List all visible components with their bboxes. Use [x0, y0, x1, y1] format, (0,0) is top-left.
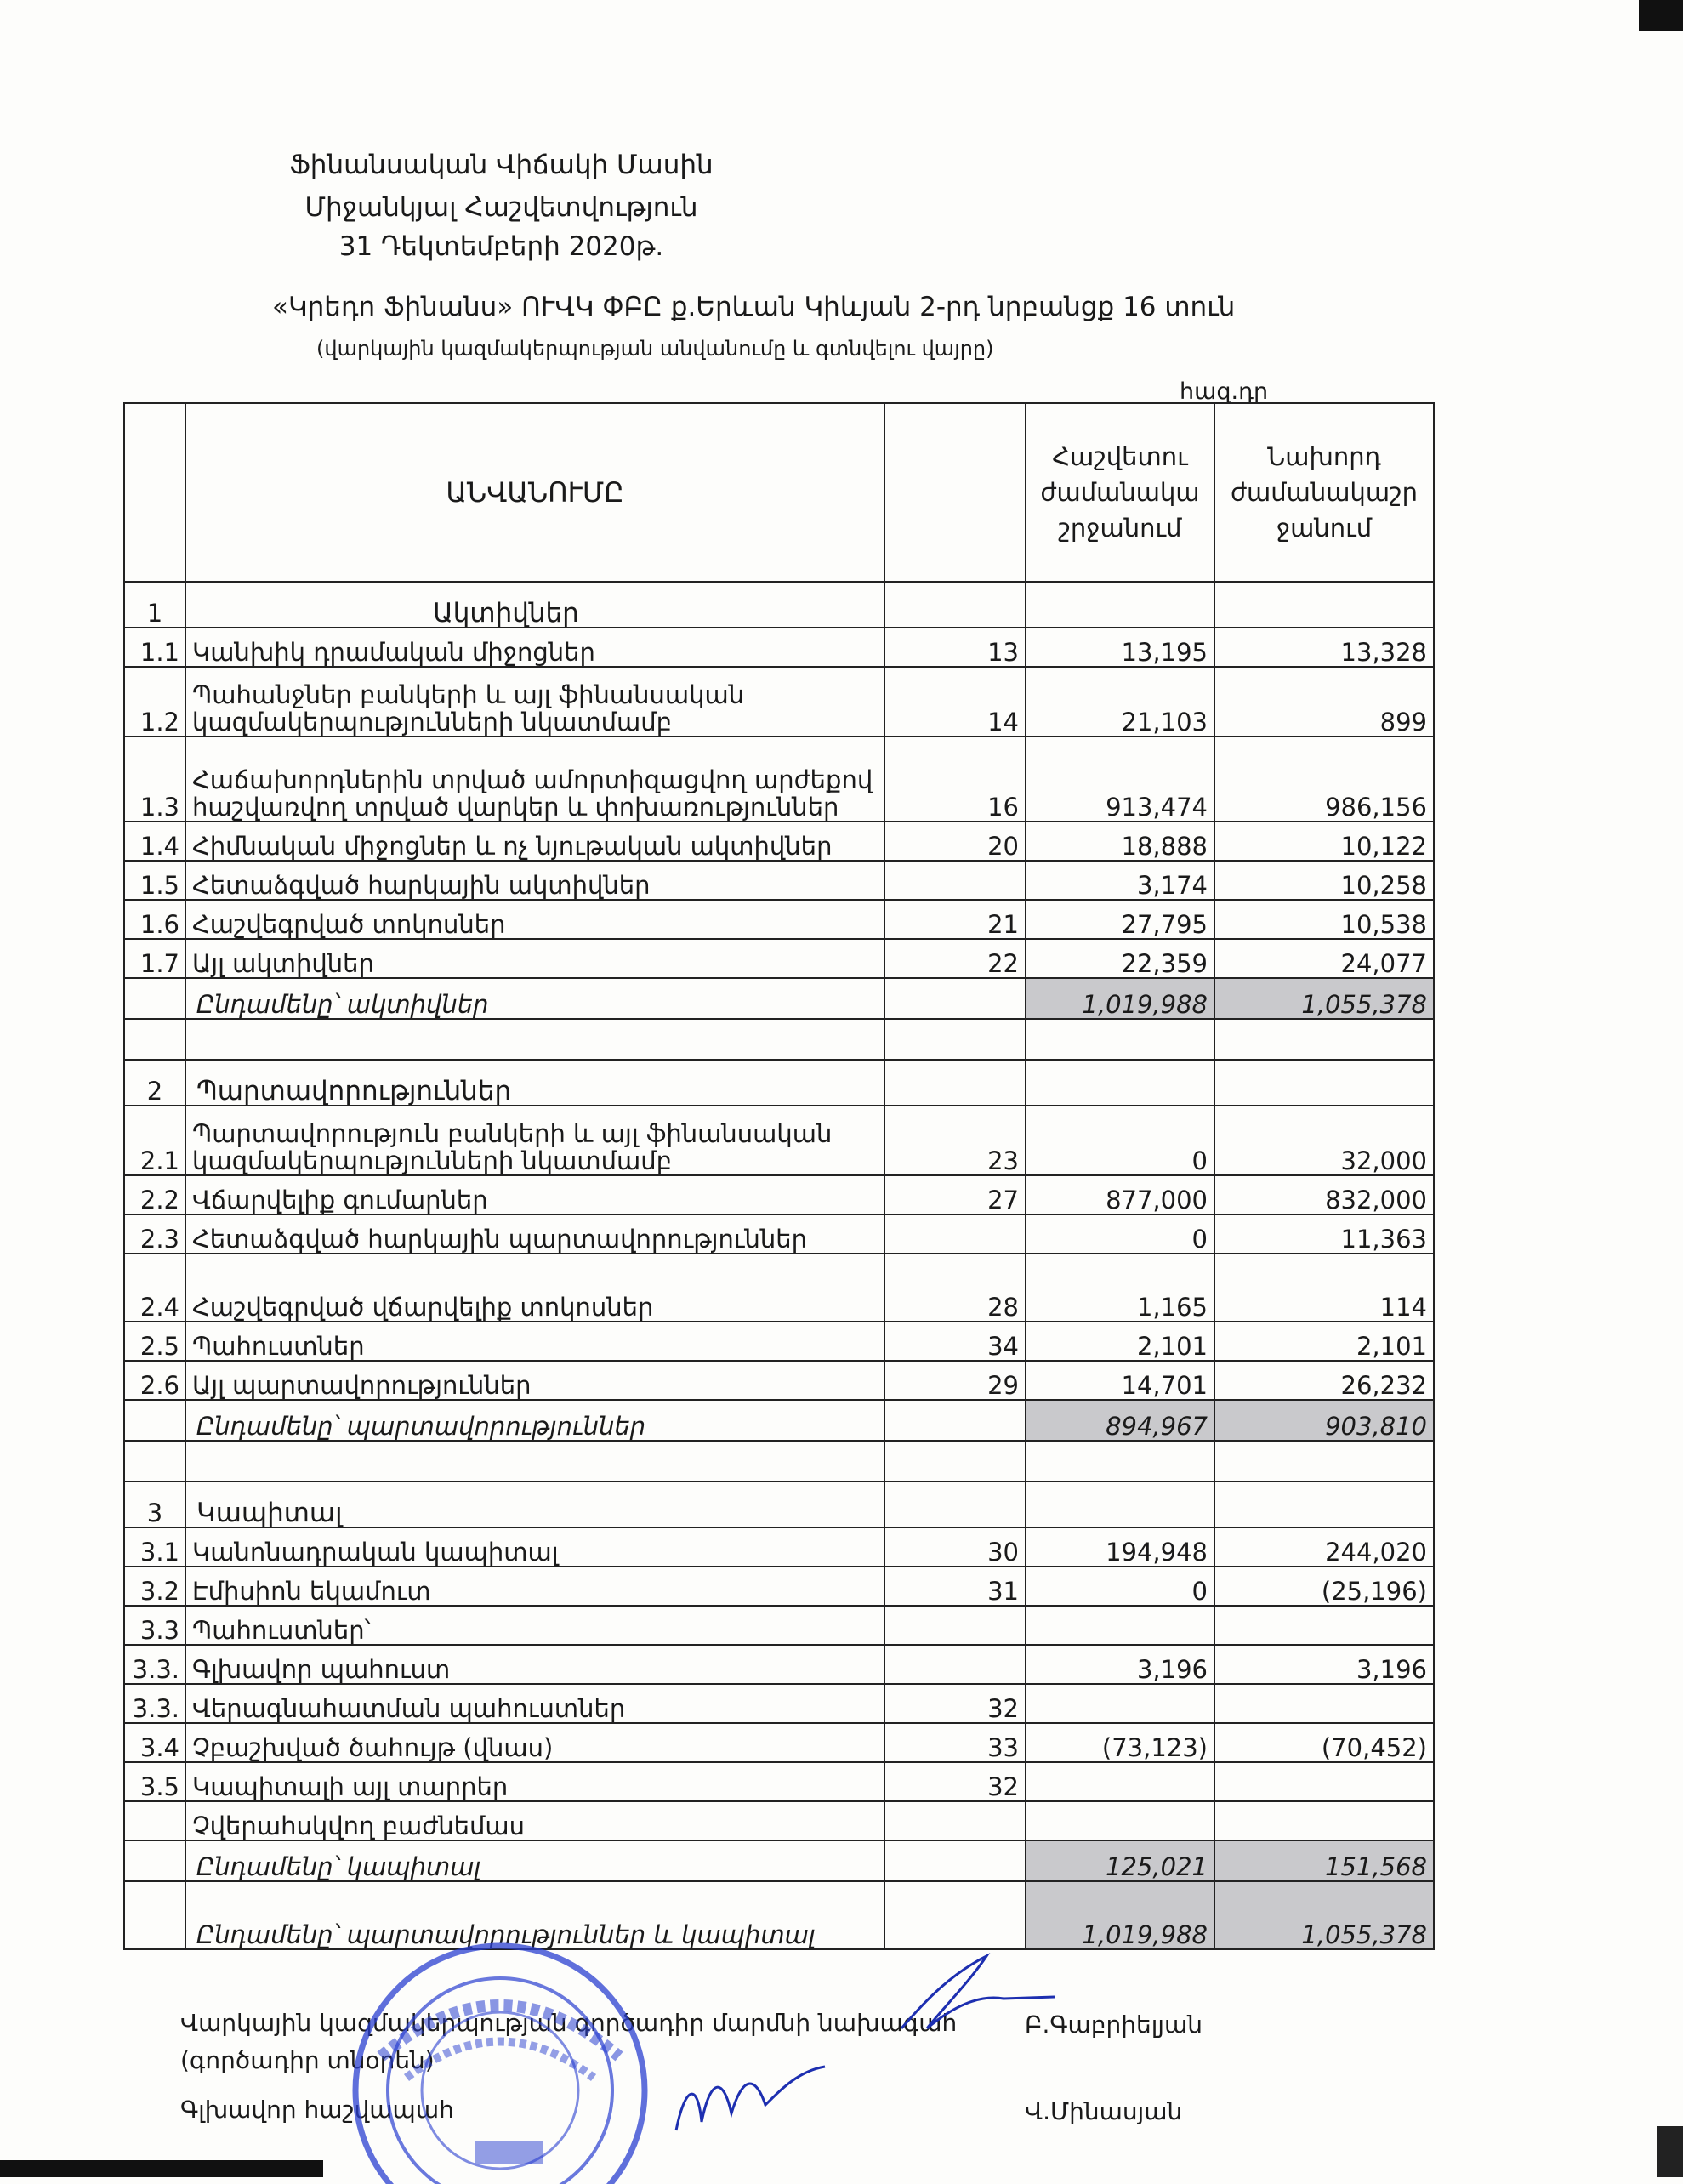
row-name: Հետաձգված հարկային պարտավորություններ	[185, 1214, 884, 1254]
header-current-period: Հաշվետու ժամանակա շրջանում	[1026, 403, 1214, 582]
table-row	[124, 1175, 1434, 1214]
previous-value: (70,452)	[1214, 1723, 1434, 1762]
table-row	[124, 1322, 1434, 1361]
row-name: Ընդամենը՝ պարտավորություններ	[185, 1400, 884, 1441]
previous-value: 903,810	[1214, 1400, 1434, 1441]
table-row	[124, 900, 1434, 939]
table-row	[124, 822, 1434, 861]
previous-value	[1214, 1482, 1434, 1527]
row-number	[124, 1019, 185, 1060]
row-name: Այլ պարտավորություններ	[185, 1361, 884, 1400]
total-row	[124, 1840, 1434, 1881]
row-name: Ընդամենը՝ կապիտալ	[185, 1840, 884, 1881]
row-name: Վերագնահատման պահուստներ	[185, 1684, 884, 1723]
current-value	[1026, 1801, 1214, 1840]
row-note: 33	[884, 1723, 1026, 1762]
previous-value: 832,000	[1214, 1175, 1434, 1214]
row-note: 29	[884, 1361, 1026, 1400]
row-number: 1.5	[124, 861, 185, 900]
row-note: 32	[884, 1762, 1026, 1801]
current-value: 194,948	[1026, 1527, 1214, 1567]
row-note	[884, 582, 1026, 628]
company-seal	[330, 1929, 704, 2184]
current-value: 3,196	[1026, 1645, 1214, 1684]
row-name: Գլխավոր պահուստ	[185, 1645, 884, 1684]
row-note: 20	[884, 822, 1026, 861]
total-row	[124, 978, 1434, 1019]
previous-value: 244,020	[1214, 1527, 1434, 1567]
row-note: 27	[884, 1175, 1026, 1214]
row-note: 13	[884, 628, 1026, 667]
current-value	[1026, 1684, 1214, 1723]
row-number: 1.7	[124, 939, 185, 978]
row-number: 2.5	[124, 1322, 185, 1361]
row-number: 3.1	[124, 1527, 185, 1567]
total-row	[124, 1400, 1434, 1441]
row-note: 14	[884, 667, 1026, 737]
head-signatory-subtitle: (գործադիր տնօրեն)	[180, 2046, 435, 2074]
table-row	[124, 1801, 1434, 1840]
row-name: Պահուստներ	[185, 1322, 884, 1361]
row-name: Կանոնադրական կապիտալ	[185, 1527, 884, 1567]
accountant-signature	[663, 2054, 833, 2147]
row-note	[884, 1400, 1026, 1441]
previous-value	[1214, 1606, 1434, 1645]
entity-name: «Կրեդո Ֆինանս» ՈՒՎԿ ՓԲԸ ք.Երևան Կիևյան 2-րդ նրբանցք 16 տուն	[272, 292, 1236, 322]
current-value: 2,101	[1026, 1322, 1214, 1361]
row-note	[884, 1881, 1026, 1949]
current-value	[1026, 1441, 1214, 1482]
table-row	[124, 1361, 1434, 1400]
current-value: 1,019,988	[1026, 978, 1214, 1019]
row-number: 3.4	[124, 1723, 185, 1762]
previous-value: (25,196)	[1214, 1567, 1434, 1606]
row-name: Կանխիկ դրամական միջոցներ	[185, 628, 884, 667]
entity-caption: (վարկային կազմակերպության անվանումը և գտնվելու վայրը)	[316, 337, 994, 361]
current-value: 0	[1026, 1106, 1214, 1175]
row-number: 1.2	[124, 667, 185, 737]
table-row	[124, 939, 1434, 978]
row-note	[884, 1645, 1026, 1684]
current-value: 1,165	[1026, 1254, 1214, 1322]
table-row	[124, 1441, 1434, 1482]
head-signature	[893, 1948, 1063, 2041]
row-note	[884, 1441, 1026, 1482]
table-row	[124, 1106, 1434, 1175]
previous-value	[1214, 1019, 1434, 1060]
current-value: 913,474	[1026, 737, 1214, 822]
report-title-line2: Միջանկյալ Հաշվետվություն	[304, 192, 698, 223]
current-value: 18,888	[1026, 822, 1214, 861]
accountant-name: Վ.Մինասյան	[1025, 2097, 1183, 2125]
row-name: Այլ ակտիվներ	[185, 939, 884, 978]
row-note	[884, 1019, 1026, 1060]
section-row	[124, 1060, 1434, 1106]
total-row	[124, 1881, 1434, 1949]
table-row	[124, 667, 1434, 737]
row-number: 3.2	[124, 1567, 185, 1606]
row-name: Վճարվելիք գումարներ	[185, 1175, 884, 1214]
previous-value: 11,363	[1214, 1214, 1434, 1254]
scan-edge	[1639, 0, 1683, 31]
row-number: 2.4	[124, 1254, 185, 1322]
current-value	[1026, 1019, 1214, 1060]
current-value: 894,967	[1026, 1400, 1214, 1441]
previous-value: 114	[1214, 1254, 1434, 1322]
previous-value: 899	[1214, 667, 1434, 737]
report-date: 31 Դեկտեմբերի 2020թ.	[338, 231, 664, 262]
row-name: Հաճախորդներին տրված ամորտիզացվող արժեքով հաշվառվող տրված վարկեր և փոխառություններ	[185, 737, 884, 822]
table-row	[124, 1762, 1434, 1801]
previous-value	[1214, 1441, 1434, 1482]
scan-edge	[0, 2160, 323, 2177]
previous-value: 13,328	[1214, 628, 1434, 667]
table-row	[124, 1723, 1434, 1762]
currency-unit: հազ.դր	[1180, 378, 1269, 405]
current-value	[1026, 1060, 1214, 1106]
row-name	[185, 1441, 884, 1482]
current-value: (73,123)	[1026, 1723, 1214, 1762]
table-row	[124, 1527, 1434, 1567]
section-row	[124, 1482, 1434, 1527]
row-number: 3	[124, 1482, 185, 1527]
section-row	[124, 582, 1434, 628]
table-row	[124, 1254, 1434, 1322]
row-note: 16	[884, 737, 1026, 822]
previous-value	[1214, 1060, 1434, 1106]
row-number: 1.4	[124, 822, 185, 861]
row-note: 21	[884, 900, 1026, 939]
row-note: 23	[884, 1106, 1026, 1175]
header-previous-period: Նախորդ ժամանակաշր ջանում	[1214, 403, 1434, 582]
current-value	[1026, 1482, 1214, 1527]
previous-value	[1214, 582, 1434, 628]
row-number: 3.5	[124, 1762, 185, 1801]
current-value: 125,021	[1026, 1840, 1214, 1881]
row-number: 2.3	[124, 1214, 185, 1254]
table-row	[124, 628, 1434, 667]
current-value: 13,195	[1026, 628, 1214, 667]
table-row	[124, 737, 1434, 822]
row-number: 1.3	[124, 737, 185, 822]
row-note: 32	[884, 1684, 1026, 1723]
row-number: 1	[124, 582, 185, 628]
previous-value	[1214, 1762, 1434, 1801]
row-note: 28	[884, 1254, 1026, 1322]
current-value	[1026, 582, 1214, 628]
row-name: Չբաշխված ծահույթ (վնաս)	[185, 1723, 884, 1762]
row-number	[124, 1801, 185, 1840]
row-number: 1.6	[124, 900, 185, 939]
previous-value: 1,055,378	[1214, 1881, 1434, 1949]
scan-edge	[1657, 2126, 1683, 2177]
row-number	[124, 1881, 185, 1949]
row-number: 2	[124, 1060, 185, 1106]
previous-value: 10,122	[1214, 822, 1434, 861]
table-row	[124, 1567, 1434, 1606]
previous-value: 986,156	[1214, 737, 1434, 822]
row-number	[124, 978, 185, 1019]
row-number	[124, 1400, 185, 1441]
row-number: 3.3.	[124, 1684, 185, 1723]
row-name: Պահուստներ՝	[185, 1606, 884, 1645]
header-no-cell	[124, 403, 185, 582]
accountant-title: Գլխավոր հաշվապահ	[180, 2096, 454, 2124]
row-note	[884, 978, 1026, 1019]
row-number: 3.3	[124, 1606, 185, 1645]
row-name: Կապիտալի այլ տարրեր	[185, 1762, 884, 1801]
previous-value: 26,232	[1214, 1361, 1434, 1400]
header-note-cell	[884, 403, 1026, 582]
report-title-line1: Ֆինանսական Վիճակի Մասին	[289, 150, 714, 180]
row-name: Կապիտալ	[185, 1482, 884, 1527]
current-value: 0	[1026, 1567, 1214, 1606]
head-signatory-title: Վարկային կազմակերպության գործադիր մարմնի նախագահ	[180, 2009, 958, 2037]
current-value: 22,359	[1026, 939, 1214, 978]
current-value: 877,000	[1026, 1175, 1214, 1214]
row-name: Ակտիվներ	[185, 582, 884, 628]
row-number: 2.6	[124, 1361, 185, 1400]
header-name: ԱՆՎԱՆՈՒՄԸ	[185, 403, 884, 582]
row-note	[884, 1214, 1026, 1254]
previous-value: 24,077	[1214, 939, 1434, 978]
row-note	[884, 1060, 1026, 1106]
row-number: 1.1	[124, 628, 185, 667]
previous-value: 151,568	[1214, 1840, 1434, 1881]
row-name: Հաշվեգրված տոկոսներ	[185, 900, 884, 939]
row-name	[185, 1019, 884, 1060]
previous-value: 1,055,378	[1214, 978, 1434, 1019]
table-row	[124, 861, 1434, 900]
row-name: Պարտավորություններ	[185, 1060, 884, 1106]
table-row	[124, 1214, 1434, 1254]
table-header-row	[124, 403, 1434, 582]
row-name: Հաշվեգրված վճարվելիք տոկոսներ	[185, 1254, 884, 1322]
head-signatory-name: Բ.Գաբրիելյան	[1025, 2011, 1203, 2039]
row-note: 34	[884, 1322, 1026, 1361]
row-note	[884, 861, 1026, 900]
row-name: Չվերահսկվող բաժնեմաս	[185, 1801, 884, 1840]
previous-value	[1214, 1684, 1434, 1723]
current-value	[1026, 1606, 1214, 1645]
current-value: 14,701	[1026, 1361, 1214, 1400]
row-note	[884, 1840, 1026, 1881]
row-name: Հիմնական միջոցներ և ոչ նյութական ակտիվներ	[185, 822, 884, 861]
current-value: 3,174	[1026, 861, 1214, 900]
current-value: 1,019,988	[1026, 1881, 1214, 1949]
row-note: 31	[884, 1567, 1026, 1606]
table-row	[124, 1606, 1434, 1645]
row-note	[884, 1606, 1026, 1645]
table-row	[124, 1645, 1434, 1684]
row-number: 3.3.	[124, 1645, 185, 1684]
current-value: 27,795	[1026, 900, 1214, 939]
current-value: 21,103	[1026, 667, 1214, 737]
row-note	[884, 1482, 1026, 1527]
previous-value: 10,538	[1214, 900, 1434, 939]
table-row	[124, 1019, 1434, 1060]
financial-position-table	[123, 402, 1435, 1950]
previous-value: 2,101	[1214, 1322, 1434, 1361]
previous-value: 32,000	[1214, 1106, 1434, 1175]
previous-value: 3,196	[1214, 1645, 1434, 1684]
table-row	[124, 1684, 1434, 1723]
row-note: 30	[884, 1527, 1026, 1567]
row-name: Պահանջներ բանկերի և այլ ֆինանսական կազմակերպությունների նկատմամբ	[185, 667, 884, 737]
row-number: 2.1	[124, 1106, 185, 1175]
previous-value	[1214, 1801, 1434, 1840]
row-name: Պարտավորություն բանկերի և այլ ֆինանսական կազմակերպությունների նկատմամբ	[185, 1106, 884, 1175]
row-note	[884, 1801, 1026, 1840]
row-name: Հետաձգված հարկային ակտիվներ	[185, 861, 884, 900]
row-note: 22	[884, 939, 1026, 978]
row-number	[124, 1441, 185, 1482]
current-value	[1026, 1762, 1214, 1801]
row-number	[124, 1840, 185, 1881]
row-name: Ընդամենը՝ պարտավորություններ և կապիտալ	[185, 1881, 884, 1949]
row-name: Ընդամենը՝ ակտիվներ	[185, 978, 884, 1019]
current-value: 0	[1026, 1214, 1214, 1254]
previous-value: 10,258	[1214, 861, 1434, 900]
row-name: Էմիսիոն եկամուտ	[185, 1567, 884, 1606]
row-number: 2.2	[124, 1175, 185, 1214]
